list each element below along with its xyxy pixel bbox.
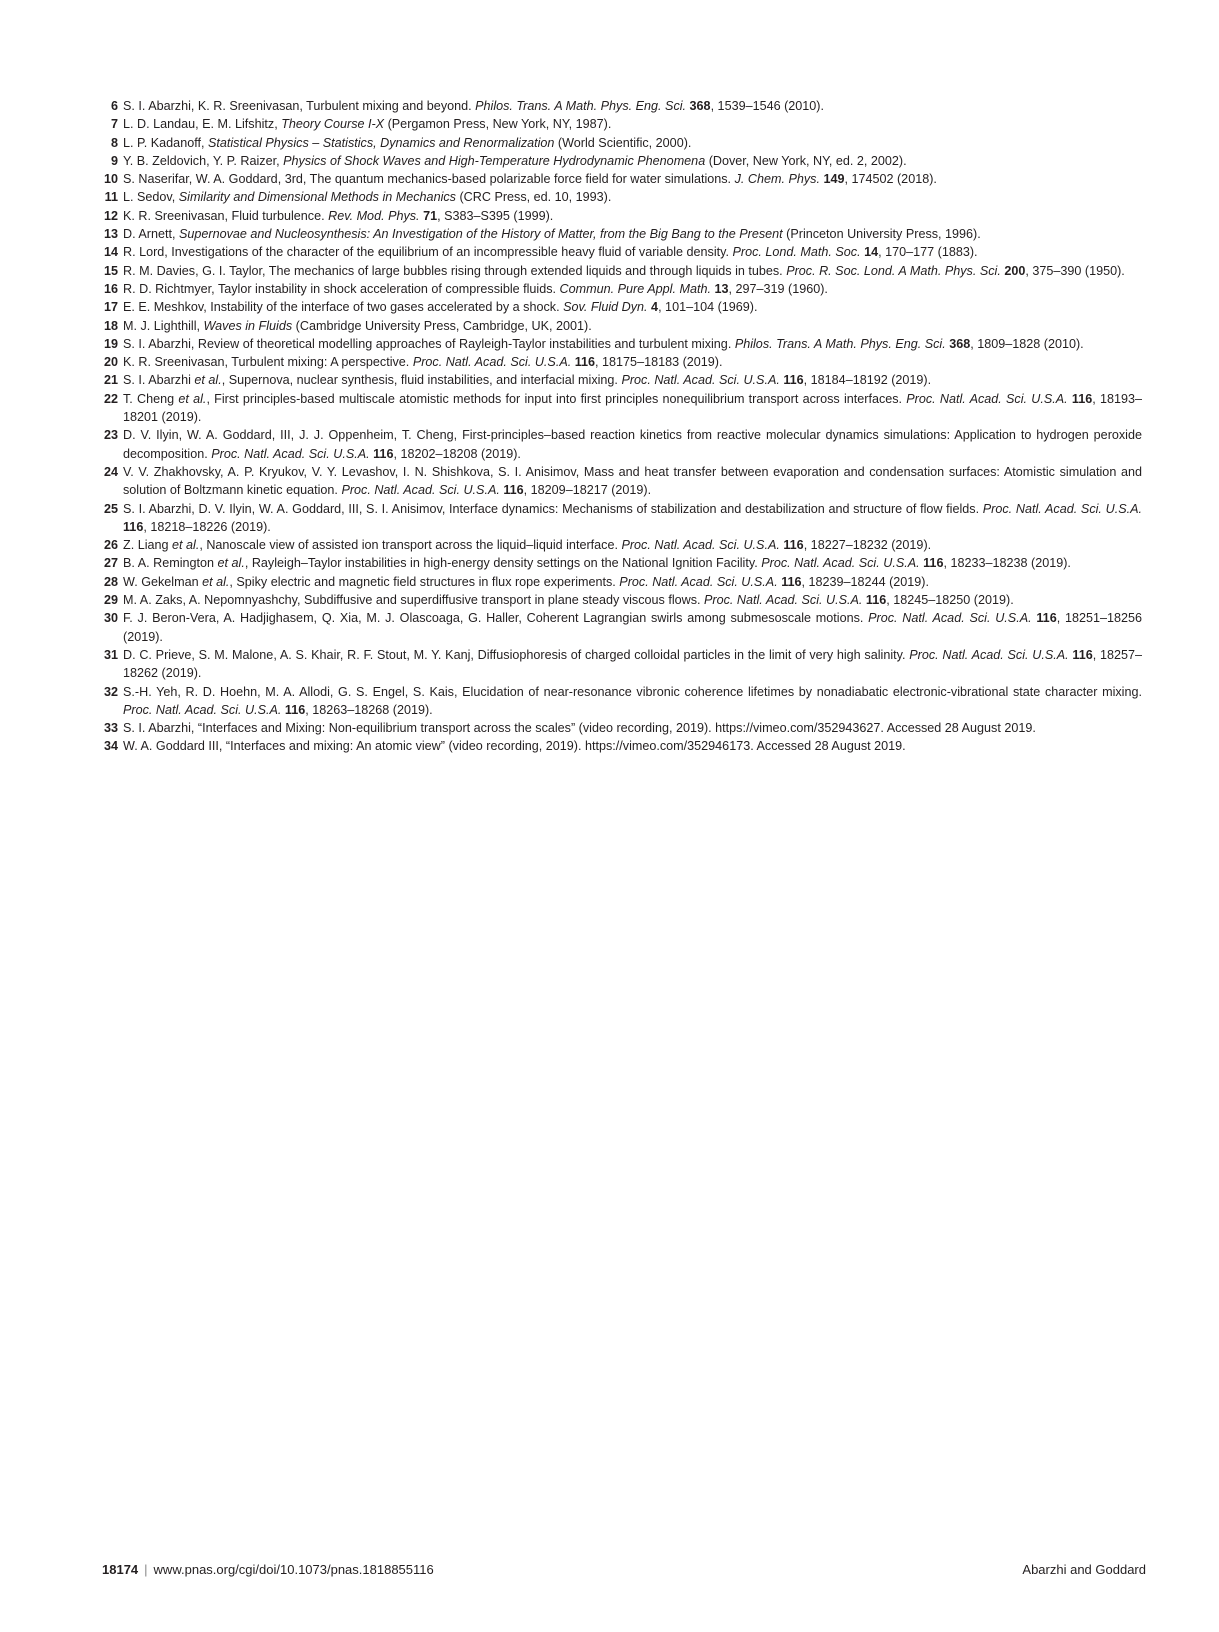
reference-segment: R. M. Davies, G. I. Taylor, The mechanics of large bubbles rising through extended liquids and through liquids in tubes. <box>123 263 787 278</box>
reference-italic-segment: J. Chem. Phys. <box>734 172 820 187</box>
reference-italic-segment: et al. <box>194 373 222 388</box>
reference-text <box>123 97 1142 115</box>
reference-segment: , First principles-based multiscale atomistic methods for input into first principles nonequilibrium transport across interfaces. <box>206 391 907 406</box>
reference-italic-segment: Sov. Fluid Dyn. <box>563 300 648 315</box>
reference-number: 11 <box>104 190 118 205</box>
reference-segment: , Nanoscale view of assisted ion transport across the liquid–liquid interface. <box>199 538 622 553</box>
reference-number: 31 <box>103 647 118 662</box>
reference-number: 14 <box>103 245 118 260</box>
reference-text <box>123 609 1142 646</box>
reference-segment: R. Lord, Investigations of the character of the equilibrium of an incompressible heavy fluid of variable density. <box>123 245 733 260</box>
reference-number: 9 <box>110 153 118 168</box>
reference-text <box>123 335 1142 353</box>
reference-italic-segment: Proc. Lond. Math. Soc. <box>732 245 861 260</box>
reference-italic-segment: Philos. Trans. A Math. Phys. Eng. Sci. <box>475 99 687 113</box>
reference-item <box>96 683 1142 720</box>
reference-italic-segment: Supernovae and Nucleosynthesis: An Investigation of the History of Matter, from the Big Bang to the Present <box>179 227 783 242</box>
reference-segment: , 18218–18226 (2019). <box>143 519 271 534</box>
reference-italic-segment: Proc. Natl. Acad. Sci. U.S.A. <box>621 538 780 553</box>
reference-number: 34 <box>103 739 118 754</box>
reference-italic-segment: Proc. Natl. Acad. Sci. U.S.A. <box>982 501 1143 516</box>
reference-text <box>123 170 1142 188</box>
reference-italic-segment: Proc. Natl. Acad. Sci. U.S.A. <box>761 556 920 571</box>
reference-segment: , Spiky electric and magnetic field structures in flux rope experiments. <box>229 574 620 589</box>
footer-left <box>102 1562 434 1577</box>
reference-volume: 13 <box>714 281 729 296</box>
reference-segment: M. A. Zaks, A. Nepomnyashchy, Subdiffusive and superdiffusive transport in plane steady viscous flows. <box>123 593 705 608</box>
reference-segment: S. I. Abarzhi, Review of theoretical modelling approaches of Rayleigh-Taylor instabilities and turbulent mixing. <box>123 336 735 351</box>
reference-item <box>96 188 1142 206</box>
reference-number: 33 <box>103 721 118 736</box>
reference-text <box>123 353 1142 371</box>
reference-item <box>96 134 1142 152</box>
reference-segment: , 18239–18244 (2019). <box>801 574 929 589</box>
reference-segment: (Dover, New York, NY, ed. 2, 2002). <box>705 153 907 168</box>
reference-number: 10 <box>103 172 118 187</box>
reference-volume: 116 <box>503 483 524 498</box>
reference-italic-segment: et al. <box>217 556 245 571</box>
reference-volume: 116 <box>781 574 802 589</box>
reference-text <box>123 225 1142 243</box>
reference-italic-segment: Rev. Mod. Phys. <box>328 208 420 223</box>
reference-item <box>96 536 1142 554</box>
reference-segment: , 18209–18217 (2019). <box>523 483 652 498</box>
reference-italic-segment: Proc. Natl. Acad. Sci. U.S.A. <box>704 593 863 608</box>
reference-item <box>96 371 1142 389</box>
reference-item <box>96 243 1142 261</box>
reference-number: 26 <box>103 538 118 553</box>
reference-number: 16 <box>103 281 118 296</box>
reference-number: 27 <box>103 556 118 571</box>
reference-segment: (Pergamon Press, New York, NY, 1987). <box>384 117 612 132</box>
reference-item <box>96 97 1142 115</box>
reference-segment: , 174502 (2018). <box>844 172 937 187</box>
reference-number: 32 <box>103 684 118 699</box>
reference-segment: , 18257–18262 (2019). <box>123 647 1143 681</box>
reference-number: 17 <box>103 300 118 315</box>
reference-item <box>96 500 1142 537</box>
reference-item <box>96 115 1142 133</box>
footer-separator: | <box>144 1562 148 1577</box>
reference-segment: T. Cheng <box>123 391 179 406</box>
reference-text <box>123 719 1142 737</box>
reference-item <box>96 390 1142 427</box>
reference-italic-segment: Statistical Physics – Statistics, Dynamics and Renormalization <box>207 135 555 150</box>
reference-text <box>123 115 1142 133</box>
reference-italic-segment: Proc. Natl. Acad. Sci. U.S.A. <box>211 446 370 461</box>
reference-text <box>123 646 1142 683</box>
reference-italic-segment: et al. <box>172 538 200 553</box>
reference-segment: S. I. Abarzhi <box>123 373 195 388</box>
reference-item <box>96 207 1142 225</box>
reference-segment: M. J. Lighthill, <box>123 318 204 333</box>
reference-segment: W. Gekelman <box>123 574 203 589</box>
reference-segment: S. I. Abarzhi, D. V. Ilyin, W. A. Goddard, III, S. I. Anisimov, Interface dynamics: Mechanisms of stabilization and destabilization and structure of flow fields. <box>123 501 983 516</box>
reference-segment: , 170–177 (1883). <box>878 245 978 260</box>
reference-italic-segment: Proc. Natl. Acad. Sci. U.S.A. <box>412 355 572 370</box>
reference-volume: 116 <box>284 702 306 717</box>
reference-volume: 116 <box>373 446 394 461</box>
reference-text <box>123 188 1142 206</box>
reference-text <box>123 463 1142 500</box>
reference-item <box>96 170 1142 188</box>
reference-number: 15 <box>103 263 118 278</box>
reference-text <box>123 554 1142 572</box>
reference-segment: L. D. Landau, E. M. Lifshitz, <box>123 117 282 132</box>
reference-volume: 116 <box>123 519 144 534</box>
reference-text <box>123 152 1142 170</box>
reference-volume: 116 <box>574 355 596 370</box>
reference-volume: 116 <box>1036 611 1057 626</box>
reference-segment: , 18184–18192 (2019). <box>803 373 932 388</box>
reference-volume: 116 <box>1071 391 1093 406</box>
reference-italic-segment: Philos. Trans. A Math. Phys. Eng. Sci. <box>734 336 946 351</box>
reference-number: 18 <box>103 318 118 333</box>
reference-list <box>96 97 1142 756</box>
reference-volume: 14 <box>864 245 879 260</box>
reference-segment: Y. B. Zeldovich, Y. P. Raizer, <box>123 153 284 168</box>
reference-segment: , 101–104 (1969). <box>658 300 758 315</box>
reference-text <box>123 536 1142 554</box>
reference-volume: 116 <box>783 538 804 553</box>
reference-segment: , 1539–1546 (2010). <box>710 99 824 113</box>
reference-item <box>96 554 1142 572</box>
reference-item <box>96 152 1142 170</box>
reference-segment: , Rayleigh–Taylor instabilities in high-energy density settings on the National Ignition Facility. <box>244 556 762 571</box>
reference-item <box>96 280 1142 298</box>
reference-italic-segment: Commun. Pure Appl. Math. <box>559 281 711 296</box>
reference-number: 30 <box>103 611 118 626</box>
reference-text <box>123 262 1142 280</box>
reference-text <box>123 280 1142 298</box>
reference-segment: , 1809–1828 (2010). <box>970 336 1084 351</box>
reference-number: 21 <box>103 373 118 388</box>
reference-item <box>96 353 1142 371</box>
reference-text <box>123 737 1142 755</box>
reference-number: 13 <box>103 227 118 242</box>
reference-segment: (World Scientific, 2000). <box>554 135 692 150</box>
reference-item <box>96 573 1142 591</box>
reference-volume: 149 <box>823 172 845 187</box>
reference-text <box>123 390 1142 427</box>
reference-text <box>123 573 1142 591</box>
reference-italic-segment: Proc. Natl. Acad. Sci. U.S.A. <box>621 373 780 388</box>
reference-italic-segment: Proc. Natl. Acad. Sci. U.S.A. <box>619 574 778 589</box>
reference-italic-segment: Proc. Natl. Acad. Sci. U.S.A. <box>123 702 282 717</box>
reference-text <box>123 243 1142 261</box>
reference-segment: (Princeton University Press, 1996). <box>782 227 981 242</box>
reference-volume: 116 <box>783 373 804 388</box>
page-number: 18174 <box>102 1562 139 1577</box>
reference-item <box>96 335 1142 353</box>
reference-text <box>123 298 1142 316</box>
reference-segment: , 18193–18201 (2019). <box>123 391 1142 425</box>
reference-number: 6 <box>110 99 118 113</box>
reference-number: 12 <box>103 208 118 223</box>
reference-item <box>96 463 1142 500</box>
reference-item <box>96 225 1142 243</box>
reference-segment: , 18251–18256 (2019). <box>123 611 1143 644</box>
reference-segment: , 18202–18208 (2019). <box>393 446 521 461</box>
reference-text <box>123 371 1142 389</box>
reference-volume: 116 <box>923 556 944 571</box>
reference-number: 29 <box>103 593 118 608</box>
reference-volume: 368 <box>949 336 971 351</box>
reference-italic-segment: et al. <box>202 574 230 589</box>
reference-segment: S. I. Abarzhi, “Interfaces and Mixing: Non-equilibrium transport across the scales” (video recording, 2019). https://vimeo.com/352943627. Accessed 28 August 2019. <box>123 721 1036 736</box>
reference-item <box>96 426 1142 463</box>
reference-segment: F. J. Beron-Vera, A. Hadjighasem, Q. Xia, M. J. Olascoaga, G. Haller, Coherent Lagrangian swirls among submesoscale motions. <box>123 611 869 626</box>
reference-segment: , 18227–18232 (2019). <box>803 538 932 553</box>
reference-italic-segment: Theory Course I-X <box>281 117 385 132</box>
reference-item <box>96 298 1142 316</box>
reference-segment: E. E. Meshkov, Instability of the interface of two gases accelerated by a shock. <box>123 300 564 315</box>
reference-number: 8 <box>110 135 118 150</box>
reference-number: 24 <box>103 464 118 479</box>
reference-italic-segment: Proc. Natl. Acad. Sci. U.S.A. <box>906 391 1068 406</box>
footer-authors: Abarzhi and Goddard <box>1022 1562 1146 1577</box>
reference-number: 19 <box>103 336 118 351</box>
reference-number: 28 <box>103 574 118 589</box>
reference-volume: 200 <box>1004 263 1026 278</box>
reference-item <box>96 317 1142 335</box>
reference-segment: S. I. Abarzhi, K. R. Sreenivasan, Turbulent mixing and beyond. <box>123 99 476 113</box>
reference-italic-segment: Waves in Fluids <box>203 318 293 333</box>
reference-segment: (CRC Press, ed. 10, 1993). <box>455 190 612 205</box>
reference-item <box>96 737 1142 755</box>
reference-segment: D. C. Prieve, S. M. Malone, A. S. Khair, R. F. Stout, M. Y. Kanj, Diffusiophoresis of charged colloidal particles in the limit of very high salinity. <box>123 647 910 662</box>
reference-italic-segment: Similarity and Dimensional Methods in Mechanics <box>178 190 456 205</box>
reference-segment: , 18245–18250 (2019). <box>886 593 1014 608</box>
reference-number: 20 <box>103 355 118 370</box>
reference-text <box>123 134 1142 152</box>
reference-volume: 116 <box>1072 647 1093 662</box>
reference-segment: Z. Liang <box>123 538 173 553</box>
reference-segment: D. Arnett, <box>123 227 179 242</box>
reference-number: 23 <box>103 428 118 443</box>
doi-link[interactable]: www.pnas.org/cgi/doi/10.1073/pnas.1818855116 <box>153 1562 434 1577</box>
reference-italic-segment: Proc. Natl. Acad. Sci. U.S.A. <box>868 611 1032 626</box>
reference-segment: L. P. Kadanoff, <box>123 135 208 150</box>
reference-text <box>123 426 1142 463</box>
reference-text <box>123 591 1142 609</box>
reference-segment: B. A. Remington <box>123 556 218 571</box>
reference-segment: K. R. Sreenivasan, Fluid turbulence. <box>123 208 329 223</box>
reference-segment: V. V. Zhakhovsky, A. P. Kryukov, V. Y. Levashov, I. N. Shishkova, S. I. Anisimov, Mass and heat transfer between evaporation and condensation surfaces: Atomistic simulation and solution of Boltzmann kinetic equation. <box>123 464 1142 498</box>
reference-volume: 71 <box>423 208 438 223</box>
reference-segment: D. V. Ilyin, W. A. Goddard, III, J. J. Oppenheim, T. Cheng, First-principles–based reaction kinetics from reactive molecular dynamics simulations: Application to hydrogen peroxide decomposition. <box>123 428 1142 461</box>
reference-segment: R. D. Richtmyer, Taylor instability in shock acceleration of compressible fluids. <box>123 281 560 296</box>
reference-italic-segment: Proc. Natl. Acad. Sci. U.S.A. <box>341 483 500 498</box>
reference-segment: , 18233–18238 (2019). <box>943 556 1071 571</box>
reference-item <box>96 646 1142 683</box>
page-footer <box>102 1562 1146 1577</box>
reference-number: 25 <box>103 501 118 516</box>
reference-segment: , Supernova, nuclear synthesis, fluid instabilities, and interfacial mixing. <box>221 373 622 388</box>
reference-number: 7 <box>110 117 118 132</box>
reference-segment: K. R. Sreenivasan, Turbulent mixing: A perspective. <box>123 355 413 370</box>
reference-italic-segment: Proc. Natl. Acad. Sci. U.S.A. <box>909 647 1069 662</box>
reference-item <box>96 609 1142 646</box>
reference-text <box>123 683 1142 720</box>
reference-item <box>96 719 1142 737</box>
reference-text <box>123 207 1142 225</box>
reference-segment: L. Sedov, <box>123 190 179 205</box>
reference-volume: 368 <box>689 99 711 113</box>
reference-segment: , 375–390 (1950). <box>1025 263 1125 278</box>
reference-segment: , 18263–18268 (2019). <box>305 702 433 717</box>
reference-volume: 4 <box>651 300 659 315</box>
reference-italic-segment: Proc. R. Soc. Lond. A Math. Phys. Sci. <box>786 263 1001 278</box>
reference-item <box>96 591 1142 609</box>
reference-segment: , 297–319 (1960). <box>728 281 828 296</box>
reference-segment: , 18175–18183 (2019). <box>595 355 723 370</box>
reference-volume: 116 <box>865 593 887 608</box>
reference-text <box>123 500 1142 537</box>
reference-italic-segment: et al. <box>178 391 207 406</box>
reference-segment: (Cambridge University Press, Cambridge, UK, 2001). <box>292 318 592 333</box>
reference-item <box>96 262 1142 280</box>
reference-segment: , S383–S395 (1999). <box>437 208 554 223</box>
reference-segment: S.-H. Yeh, R. D. Hoehn, M. A. Allodi, G. S. Engel, S. Kais, Elucidation of near-resonance vibronic coherence lifetimes by nonadiabatic electronic-vibrational state character mixing. <box>123 684 1142 699</box>
reference-text <box>123 317 1142 335</box>
reference-segment: W. A. Goddard III, “Interfaces and mixing: An atomic view” (video recording, 2019). https://vimeo.com/352946173. Accessed 28 August 2019. <box>123 739 906 754</box>
reference-number: 22 <box>103 391 118 406</box>
reference-italic-segment: Physics of Shock Waves and High-Temperature Hydrodynamic Phenomena <box>283 153 706 168</box>
reference-segment: S. Naserifar, W. A. Goddard, 3rd, The quantum mechanics-based polarizable force field for water simulations. <box>123 172 735 187</box>
